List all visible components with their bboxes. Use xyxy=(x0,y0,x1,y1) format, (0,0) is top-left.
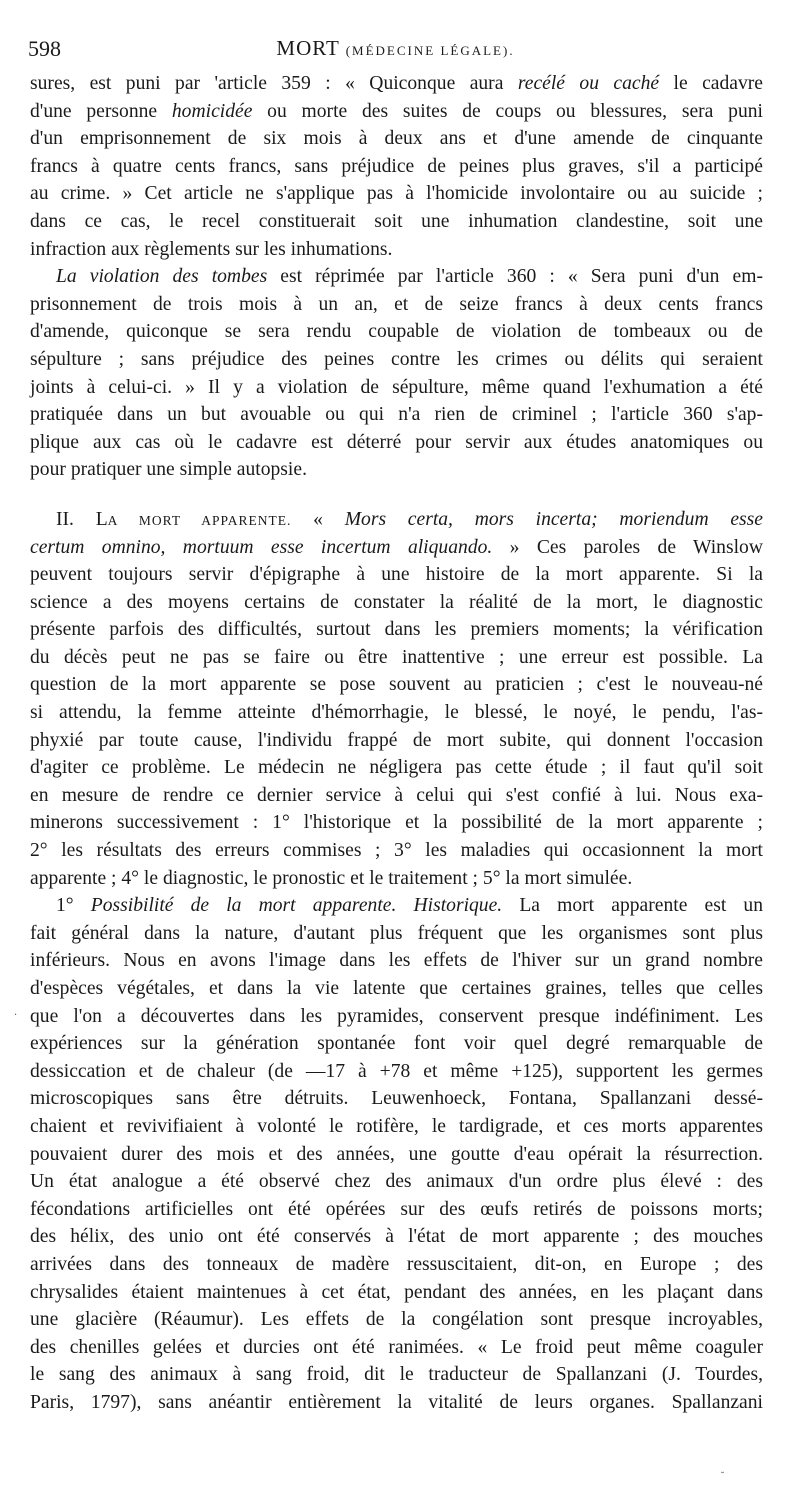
running-head-title: MORT xyxy=(276,36,340,60)
text-line: 1° Possibilité de la mort apparente. Historique. La mort apparente est un xyxy=(56,895,764,917)
text-line: inférieurs. Nous en avons l'image dans les effets de l'hiver sur un grand nombre xyxy=(30,950,763,972)
text-line: certum omnino, mortuum esse incertum aliquando. » Ces paroles de Winslow xyxy=(30,536,763,558)
text-line: sépulture ; sans préjudice des peines contre les crimes ou délits qui seraient xyxy=(30,348,763,370)
text-line: d'espèces végétales, et dans la vie latente que certaines graines, telles que celles xyxy=(30,978,763,999)
text-line: que l'on a découvertes dans les pyramides, conservent presque indéfiniment. Les xyxy=(30,1005,763,1027)
text-line: d'agiter ce problème. Le médecin ne négligera pas cette étude ; il faut qu'il soit xyxy=(30,757,763,779)
text-line: expériences sur la génération spontanée font voir quel degré remarquable de xyxy=(30,1033,763,1055)
text-line: pour pratiquer une simple autopsie. xyxy=(30,459,307,481)
body-text xyxy=(30,70,763,1417)
text-line: au crime. » Cet article ne s'applique pas à l'homicide involontaire ou au suicide ; xyxy=(30,183,763,205)
text-line: apparente ; 4° le diagnostic, le pronostic et le traitement ; 5° la mort simulée. xyxy=(30,867,633,889)
text-line: joints à celui-ci. » Il y a violation de sépulture, même quand l'exhumation a été xyxy=(30,376,763,398)
text-line: présente parfois des difficultés, surtout dans les premiers moments; la vérification xyxy=(30,619,763,641)
text-line: pouvaient durer des mois et des années, une goutte d'eau opérait la résurrection. xyxy=(30,1143,763,1165)
section-gap xyxy=(30,484,763,506)
text-line: La violation des tombes est réprimée par l'article 360 : « Sera puni d'un em- xyxy=(56,266,763,288)
text-line: arrivées dans des tonneaux de madère ressuscitaient, dit-on, en Europe ; des xyxy=(30,1253,763,1275)
paragraph-recel xyxy=(30,70,763,263)
paragraph-possibilite xyxy=(30,892,763,1416)
page-number: 598 xyxy=(28,36,61,61)
text-line: pratiquée dans un but avouable ou qui n'a rien de criminel ; l'article 360 s'ap- xyxy=(30,404,763,426)
text-line: le sang des animaux à sang froid, dit le traducteur de Spallanzani (J. Tourdes, xyxy=(30,1364,763,1386)
text-line: question de la mort apparente se pose souvent au praticien ; c'est le nouveau-né xyxy=(30,674,763,696)
text-line: en mesure de rendre ce dernier service à celui qui s'est confié à lui. Nous exa- xyxy=(30,784,763,806)
text-line: sures, est puni par 'article 359 : « Quiconque aura recélé ou caché le cadavre xyxy=(30,73,764,94)
print-blemish: · xyxy=(14,1010,18,1021)
text-line: minerons successivement : 1° l'historique et la possibilité de la mort apparente ; xyxy=(30,812,763,834)
text-line: du décès peut ne pas se faire ou être inattentive ; une erreur est possible. La xyxy=(30,646,763,668)
page-header xyxy=(28,36,763,66)
text-line: une glacière (Réaumur). Les effets de la congélation sont presque incroyables, xyxy=(30,1309,763,1331)
text-line: plique aux cas où le cadavre est déterré pour servir aux études anatomiques ou xyxy=(30,431,763,453)
text-line: francs à quatre cents francs, sans préjudice de peines plus graves, s'il a participé xyxy=(30,155,763,177)
text-line: des chenilles gelées et durcies ont été ranimées. « Le froid peut même coaguler xyxy=(30,1336,763,1358)
text-line: si attendu, la femme atteinte d'hémorrhagie, le blessé, le noyé, le pendu, l'as- xyxy=(30,702,763,724)
text-line: microscopiques sans être détruits. Leuwenhoeck, Fontana, Spallanzani dessé- xyxy=(30,1088,763,1110)
paragraph-violation-tombes xyxy=(30,263,763,484)
text-line: peuvent toujours servir d'épigraphe à une histoire de la mort apparente. Si la xyxy=(30,564,763,586)
section-mort-apparente xyxy=(30,506,763,892)
text-line: d'une personne homicidée ou morte des suites de coups ou blessures, sera puni xyxy=(30,100,763,122)
print-blemish: ˘ xyxy=(720,1472,725,1483)
section-heading-line: II. LA MORT APPARENTE. « Mors certa, mors incerta; moriendum esse xyxy=(56,508,764,530)
running-head-subtitle: (MÉDECINE LÉGALE). xyxy=(345,43,515,58)
text-line: d'amende, quiconque se sera rendu coupable de violation de tombeaux ou de xyxy=(30,321,763,343)
text-line: des hélix, des unio ont été conservés à l'état de mort apparente ; des mouches xyxy=(30,1226,763,1248)
running-head xyxy=(28,36,763,61)
text-line: fait général dans la nature, d'autant plus fréquent que les organismes sont plus xyxy=(30,922,763,944)
text-line: prisonnement de trois mois à un an, et de seize francs à deux cents francs xyxy=(30,293,763,315)
text-line: Un état analogue a été observé chez des animaux d'un ordre plus élevé : des xyxy=(30,1171,763,1193)
text-line: Paris, 1797), sans anéantir entièrement la vitalité de leurs organes. Spallanzani xyxy=(30,1391,763,1413)
text-line: fécondations artificielles ont été opérées sur des œufs retirés de poissons morts; xyxy=(30,1198,763,1220)
text-line: chaient et revivifiaient à volonté le rotifère, le tardigrade, et ces morts apparentes xyxy=(30,1115,763,1137)
text-line: chrysalides étaient maintenues à cet état, pendant des années, en les plaçant dans xyxy=(30,1281,763,1303)
text-line: phyxié par toute cause, l'individu frappé de mort subite, qui donnent l'occasion xyxy=(30,729,763,751)
text-line: 2° les résultats des erreurs commises ; 3° les maladies qui occasionnent la mort xyxy=(30,840,763,862)
text-line: d'un emprisonnement de six mois à deux ans et d'une amende de cinquante xyxy=(30,128,763,150)
text-line: dans ce cas, le recel constituerait soit une inhumation clandestine, soit une xyxy=(30,210,763,232)
text-line: science a des moyens certains de constater la réalité de la mort, le diagnostic xyxy=(30,591,763,613)
text-line: infraction aux règlements sur les inhumations. xyxy=(30,238,393,260)
text-line: dessiccation et de chaleur (de —17 à +78 et même +125), supportent les germes xyxy=(30,1060,763,1082)
